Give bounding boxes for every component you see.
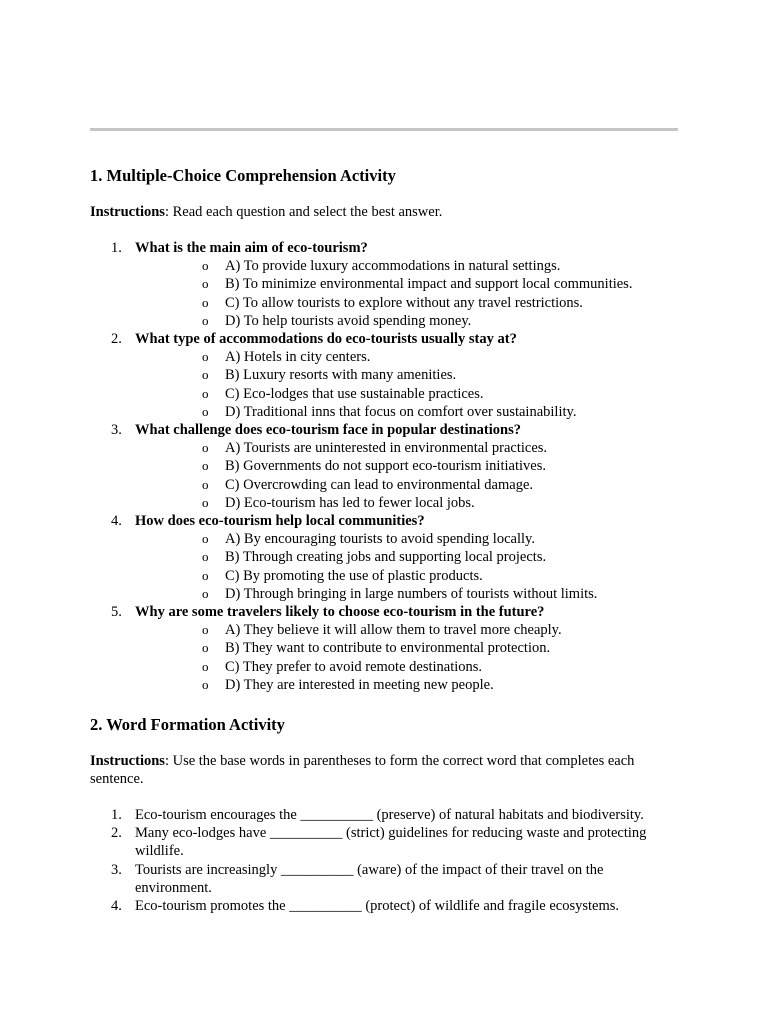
circle-bullet-icon: o xyxy=(202,658,209,674)
circle-bullet-icon: o xyxy=(202,622,209,638)
answer-option xyxy=(135,275,690,293)
answer-option xyxy=(135,385,690,403)
section2-instructions xyxy=(90,752,680,788)
answer-option xyxy=(135,585,690,603)
circle-bullet-icon: o xyxy=(202,385,209,401)
option-text: B) They want to contribute to environmental protection. xyxy=(225,640,551,657)
answer-option xyxy=(135,257,690,275)
option-text: A) They believe it will allow them to travel more cheaply. xyxy=(225,622,562,639)
item-text: Eco-tourism encourages the __________ (preserve) of natural habitats and biodiversity. xyxy=(135,807,644,823)
circle-bullet-icon: o xyxy=(202,458,209,474)
section1-heading: 1. Multiple-Choice Comprehension Activity xyxy=(90,166,396,185)
question-text: What is the main aim of eco-tourism? xyxy=(135,240,368,256)
option-text: D) They are interested in meeting new people. xyxy=(225,676,494,693)
answer-option xyxy=(135,621,690,639)
instructions-label: Instructions xyxy=(90,204,165,220)
option-text: B) Luxury resorts with many amenities. xyxy=(225,367,457,384)
question-number: 1. xyxy=(111,240,122,256)
circle-bullet-icon: o xyxy=(202,640,209,656)
item-text: Eco-tourism promotes the __________ (protect) of wildlife and fragile ecosystems. xyxy=(135,898,620,915)
word-formation-item xyxy=(90,824,680,860)
question-item xyxy=(90,330,690,421)
circle-bullet-icon: o xyxy=(202,494,209,510)
item-number: 1. xyxy=(111,807,122,823)
section1-instructions xyxy=(90,203,680,221)
word-formation-list xyxy=(90,806,680,915)
question-item xyxy=(90,239,690,330)
instructions-label: Instructions xyxy=(90,753,165,769)
answer-option xyxy=(135,530,690,548)
option-text: C) To allow tourists to explore without any travel restrictions. xyxy=(225,294,583,311)
item-number: 2. xyxy=(111,825,122,842)
answer-option xyxy=(135,294,690,312)
item-number: 3. xyxy=(111,861,122,878)
question-list xyxy=(90,239,690,694)
option-list xyxy=(135,348,690,421)
answer-option xyxy=(135,476,690,494)
circle-bullet-icon: o xyxy=(202,294,209,310)
circle-bullet-icon: o xyxy=(202,531,209,547)
circle-bullet-icon: o xyxy=(202,258,209,274)
option-text: A) Tourists are uninterested in environmental practices. xyxy=(225,440,548,457)
answer-option xyxy=(135,676,690,694)
answer-option xyxy=(135,548,690,566)
circle-bullet-icon: o xyxy=(202,567,209,583)
word-formation-item xyxy=(90,861,680,897)
answer-option xyxy=(135,567,690,585)
option-text: D) Eco-tourism has led to fewer local jobs. xyxy=(225,494,475,511)
option-text: A) To provide luxury accommodations in natural settings. xyxy=(225,258,561,275)
instructions-text: : Use the base words in parentheses to form the correct word that completes each sentence. xyxy=(90,753,635,788)
option-list xyxy=(135,621,690,694)
answer-option xyxy=(135,403,690,421)
word-formation-item xyxy=(90,897,680,915)
option-list xyxy=(135,530,690,603)
question-text: What challenge does eco-tourism face in popular destinations? xyxy=(135,422,521,439)
circle-bullet-icon: o xyxy=(202,312,209,328)
option-text: B) To minimize environmental impact and support local communities. xyxy=(225,276,633,293)
circle-bullet-icon: o xyxy=(202,403,209,419)
item-text: Many eco-lodges have __________ (strict) guidelines for reducing waste and protecting wildlife. xyxy=(135,825,647,860)
option-text: C) Overcrowding can lead to environmental damage. xyxy=(225,476,534,493)
question-number: 3. xyxy=(111,422,122,439)
question-text: What type of accommodations do eco-tourists usually stay at? xyxy=(135,331,517,348)
circle-bullet-icon: o xyxy=(202,585,209,601)
option-text: C) By promoting the use of plastic products. xyxy=(225,567,483,584)
option-text: C) They prefer to avoid remote destinations. xyxy=(225,658,483,675)
option-text: B) Through creating jobs and supporting local projects. xyxy=(225,549,547,566)
circle-bullet-icon: o xyxy=(202,440,209,456)
answer-option xyxy=(135,494,690,512)
answer-option xyxy=(135,439,690,457)
section2-heading: 2. Word Formation Activity xyxy=(90,715,285,734)
option-text: A) By encouraging tourists to avoid spending locally. xyxy=(225,531,535,548)
answer-option xyxy=(135,312,690,330)
circle-bullet-icon: o xyxy=(202,367,209,383)
option-text: B) Governments do not support eco-tourism initiatives. xyxy=(225,458,546,475)
question-number: 2. xyxy=(111,331,122,348)
question-number: 5. xyxy=(111,604,122,621)
circle-bullet-icon: o xyxy=(202,549,209,565)
question-item xyxy=(90,603,690,694)
circle-bullet-icon: o xyxy=(202,276,209,292)
answer-option xyxy=(135,366,690,384)
option-text: C) Eco-lodges that use sustainable practices. xyxy=(225,385,484,402)
answer-option xyxy=(135,658,690,676)
option-list xyxy=(135,257,690,330)
question-text: How does eco-tourism help local communities? xyxy=(135,513,425,530)
option-text: A) Hotels in city centers. xyxy=(225,349,371,366)
item-text: Tourists are increasingly __________ (aware) of the impact of their travel on the environment. xyxy=(135,861,604,896)
option-text: D) To help tourists avoid spending money. xyxy=(225,312,472,329)
question-text: Why are some travelers likely to choose eco-tourism in the future? xyxy=(135,604,545,621)
circle-bullet-icon: o xyxy=(202,476,209,492)
option-list xyxy=(135,439,690,512)
word-formation-item xyxy=(90,806,680,824)
option-text: D) Traditional inns that focus on comfort over sustainability. xyxy=(225,403,577,420)
answer-option xyxy=(135,639,690,657)
horizontal-rule xyxy=(90,128,678,131)
answer-option xyxy=(135,457,690,475)
item-number: 4. xyxy=(111,898,122,915)
circle-bullet-icon: o xyxy=(202,676,209,692)
circle-bullet-icon: o xyxy=(202,349,209,365)
question-item xyxy=(90,421,690,512)
question-number: 4. xyxy=(111,513,122,530)
instructions-text: : Read each question and select the best answer. xyxy=(164,204,443,220)
question-item xyxy=(90,512,690,603)
option-text: D) Through bringing in large numbers of tourists without limits. xyxy=(225,585,598,602)
answer-option xyxy=(135,348,690,366)
